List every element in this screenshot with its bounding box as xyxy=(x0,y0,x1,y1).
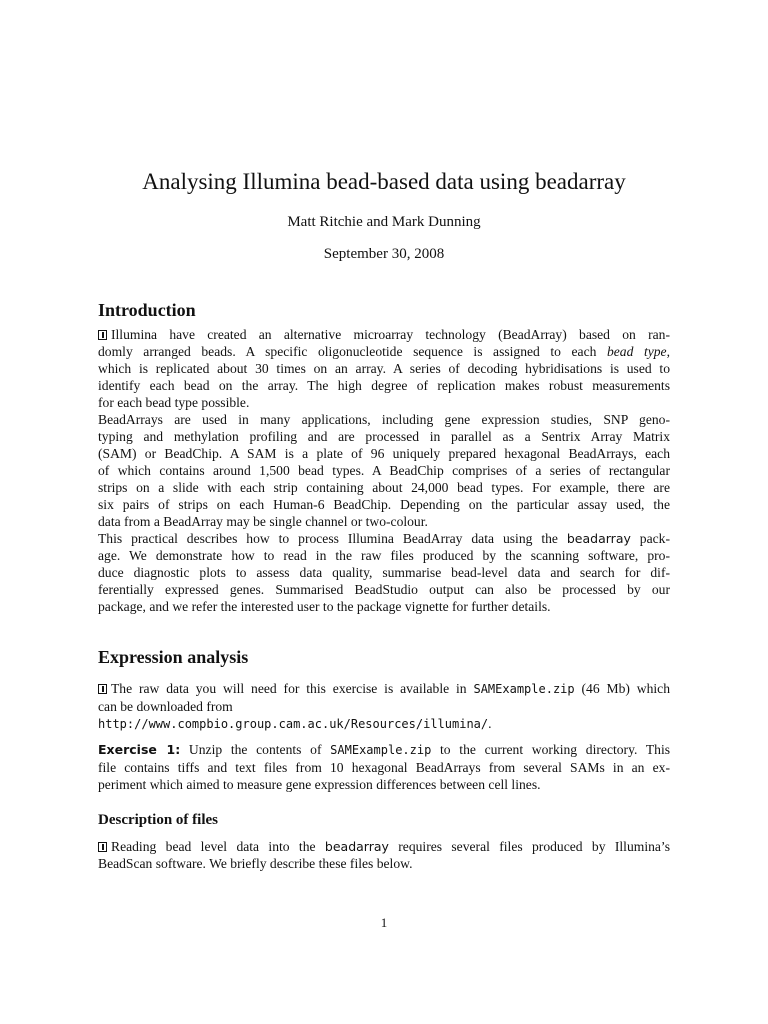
text-line: The raw data you will need for this exercise is available in SAMExample.zip (46 Mb) which xyxy=(98,680,670,698)
text-line: Illumina have created an alternative microarray technology (BeadArray) based on ran- xyxy=(98,326,670,343)
text-line: for each bead type possible. xyxy=(98,395,250,410)
text-line: BeadArrays are used in many applications, including gene expression studies, SNP geno- xyxy=(98,412,670,427)
package-name-beadarray: beadarray xyxy=(566,531,631,546)
section-heading-expression-analysis: Expression analysis xyxy=(98,647,249,667)
text-line: ferentially expressed genes. Summarised BeadStudio output can also be processed by our xyxy=(98,582,670,597)
emphasis-bead-type: bead type xyxy=(606,344,667,359)
intro-paragraph-3 xyxy=(98,530,670,615)
text-line: package, and we refer the interested user to the package vignette for further details. xyxy=(98,599,551,614)
text-line: (SAM) or BeadChip. A SAM is a plate of 96 uniquely prepared hexagonal BeadArrays, each xyxy=(98,446,670,461)
text-line: identify each bead on the array. The high degree of replication makes robust measurements xyxy=(98,378,670,393)
text-line: can be downloaded from xyxy=(98,699,233,714)
files-paragraph-1 xyxy=(98,838,670,872)
filename-samexample: SAMExample.zip xyxy=(330,743,432,757)
exercise-1 xyxy=(98,741,670,793)
intro-paragraph-1 xyxy=(98,326,670,411)
section-heading-introduction: Introduction xyxy=(98,300,196,320)
paper-authors: Matt Ritchie and Mark Dunning xyxy=(287,214,481,230)
text-line: strips on a slide with each strip containing about 24,000 bead types. For example, there are xyxy=(98,480,670,495)
subsection-heading-description-of-files: Description of files xyxy=(98,812,218,828)
text-line: domly arranged beads. A specific oligonucleotide sequence is assigned to each bead type, xyxy=(98,344,670,359)
package-name-beadarray: beadarray xyxy=(324,839,389,854)
text-line: of which contains around 1,500 bead types. A BeadChip comprises of a series of rectangular xyxy=(98,463,670,478)
expression-paragraph-1 xyxy=(98,680,670,733)
text-line: file contains tiffs and text files from 10 hexagonal BeadArrays from several SAMs in an ex- xyxy=(98,760,670,775)
text-line: Exercise 1: Unzip the contents of SAMExample.zip to the current working directory. This xyxy=(98,742,671,757)
exercise-label: Exercise 1: xyxy=(98,742,181,757)
text-line: typing and methylation profiling and are processed in parallel as a Sentrix Array Matrix xyxy=(98,429,670,444)
text-line: data from a BeadArray may be single channel or two-colour. xyxy=(98,514,428,529)
text-line: six pairs of strips on each Human-6 BeadChip. Depending on the particular assay used, the xyxy=(98,497,670,512)
text-line: duce diagnostic plots to assess data quality, summarise bead-level data and search for dif- xyxy=(98,565,670,580)
download-url[interactable]: http://www.compbio.group.cam.ac.uk/Resources/illumina/ xyxy=(98,717,489,731)
margin-note-icon xyxy=(98,842,107,852)
text-line: age. We demonstrate how to read in the raw files produced by the scanning software, pro- xyxy=(98,548,670,563)
text-line: periment which aimed to measure gene expression differences between cell lines. xyxy=(98,777,541,792)
paper-title: Analysing Illumina bead-based data using beadarray xyxy=(142,169,626,194)
text-line: BeadScan software. We briefly describe these files below. xyxy=(98,856,413,871)
text-line: This practical describes how to process Illumina BeadArray data using the beadarray pack- xyxy=(98,531,670,546)
text-line: Reading bead level data into the beadarray requires several files produced by Illumina’s xyxy=(98,838,670,855)
text-line: which is replicated about 30 times on an array. A series of decoding hybridisations is used to xyxy=(98,361,670,376)
page-number: 1 xyxy=(380,915,388,930)
text-line: http://www.compbio.group.cam.ac.uk/Resources/illumina/. xyxy=(98,716,492,731)
paper-date: September 30, 2008 xyxy=(323,246,445,262)
filename-samexample: SAMExample.zip xyxy=(473,682,575,696)
intro-paragraph-2 xyxy=(98,411,670,530)
margin-note-icon xyxy=(98,684,107,694)
margin-note-icon xyxy=(98,330,107,340)
